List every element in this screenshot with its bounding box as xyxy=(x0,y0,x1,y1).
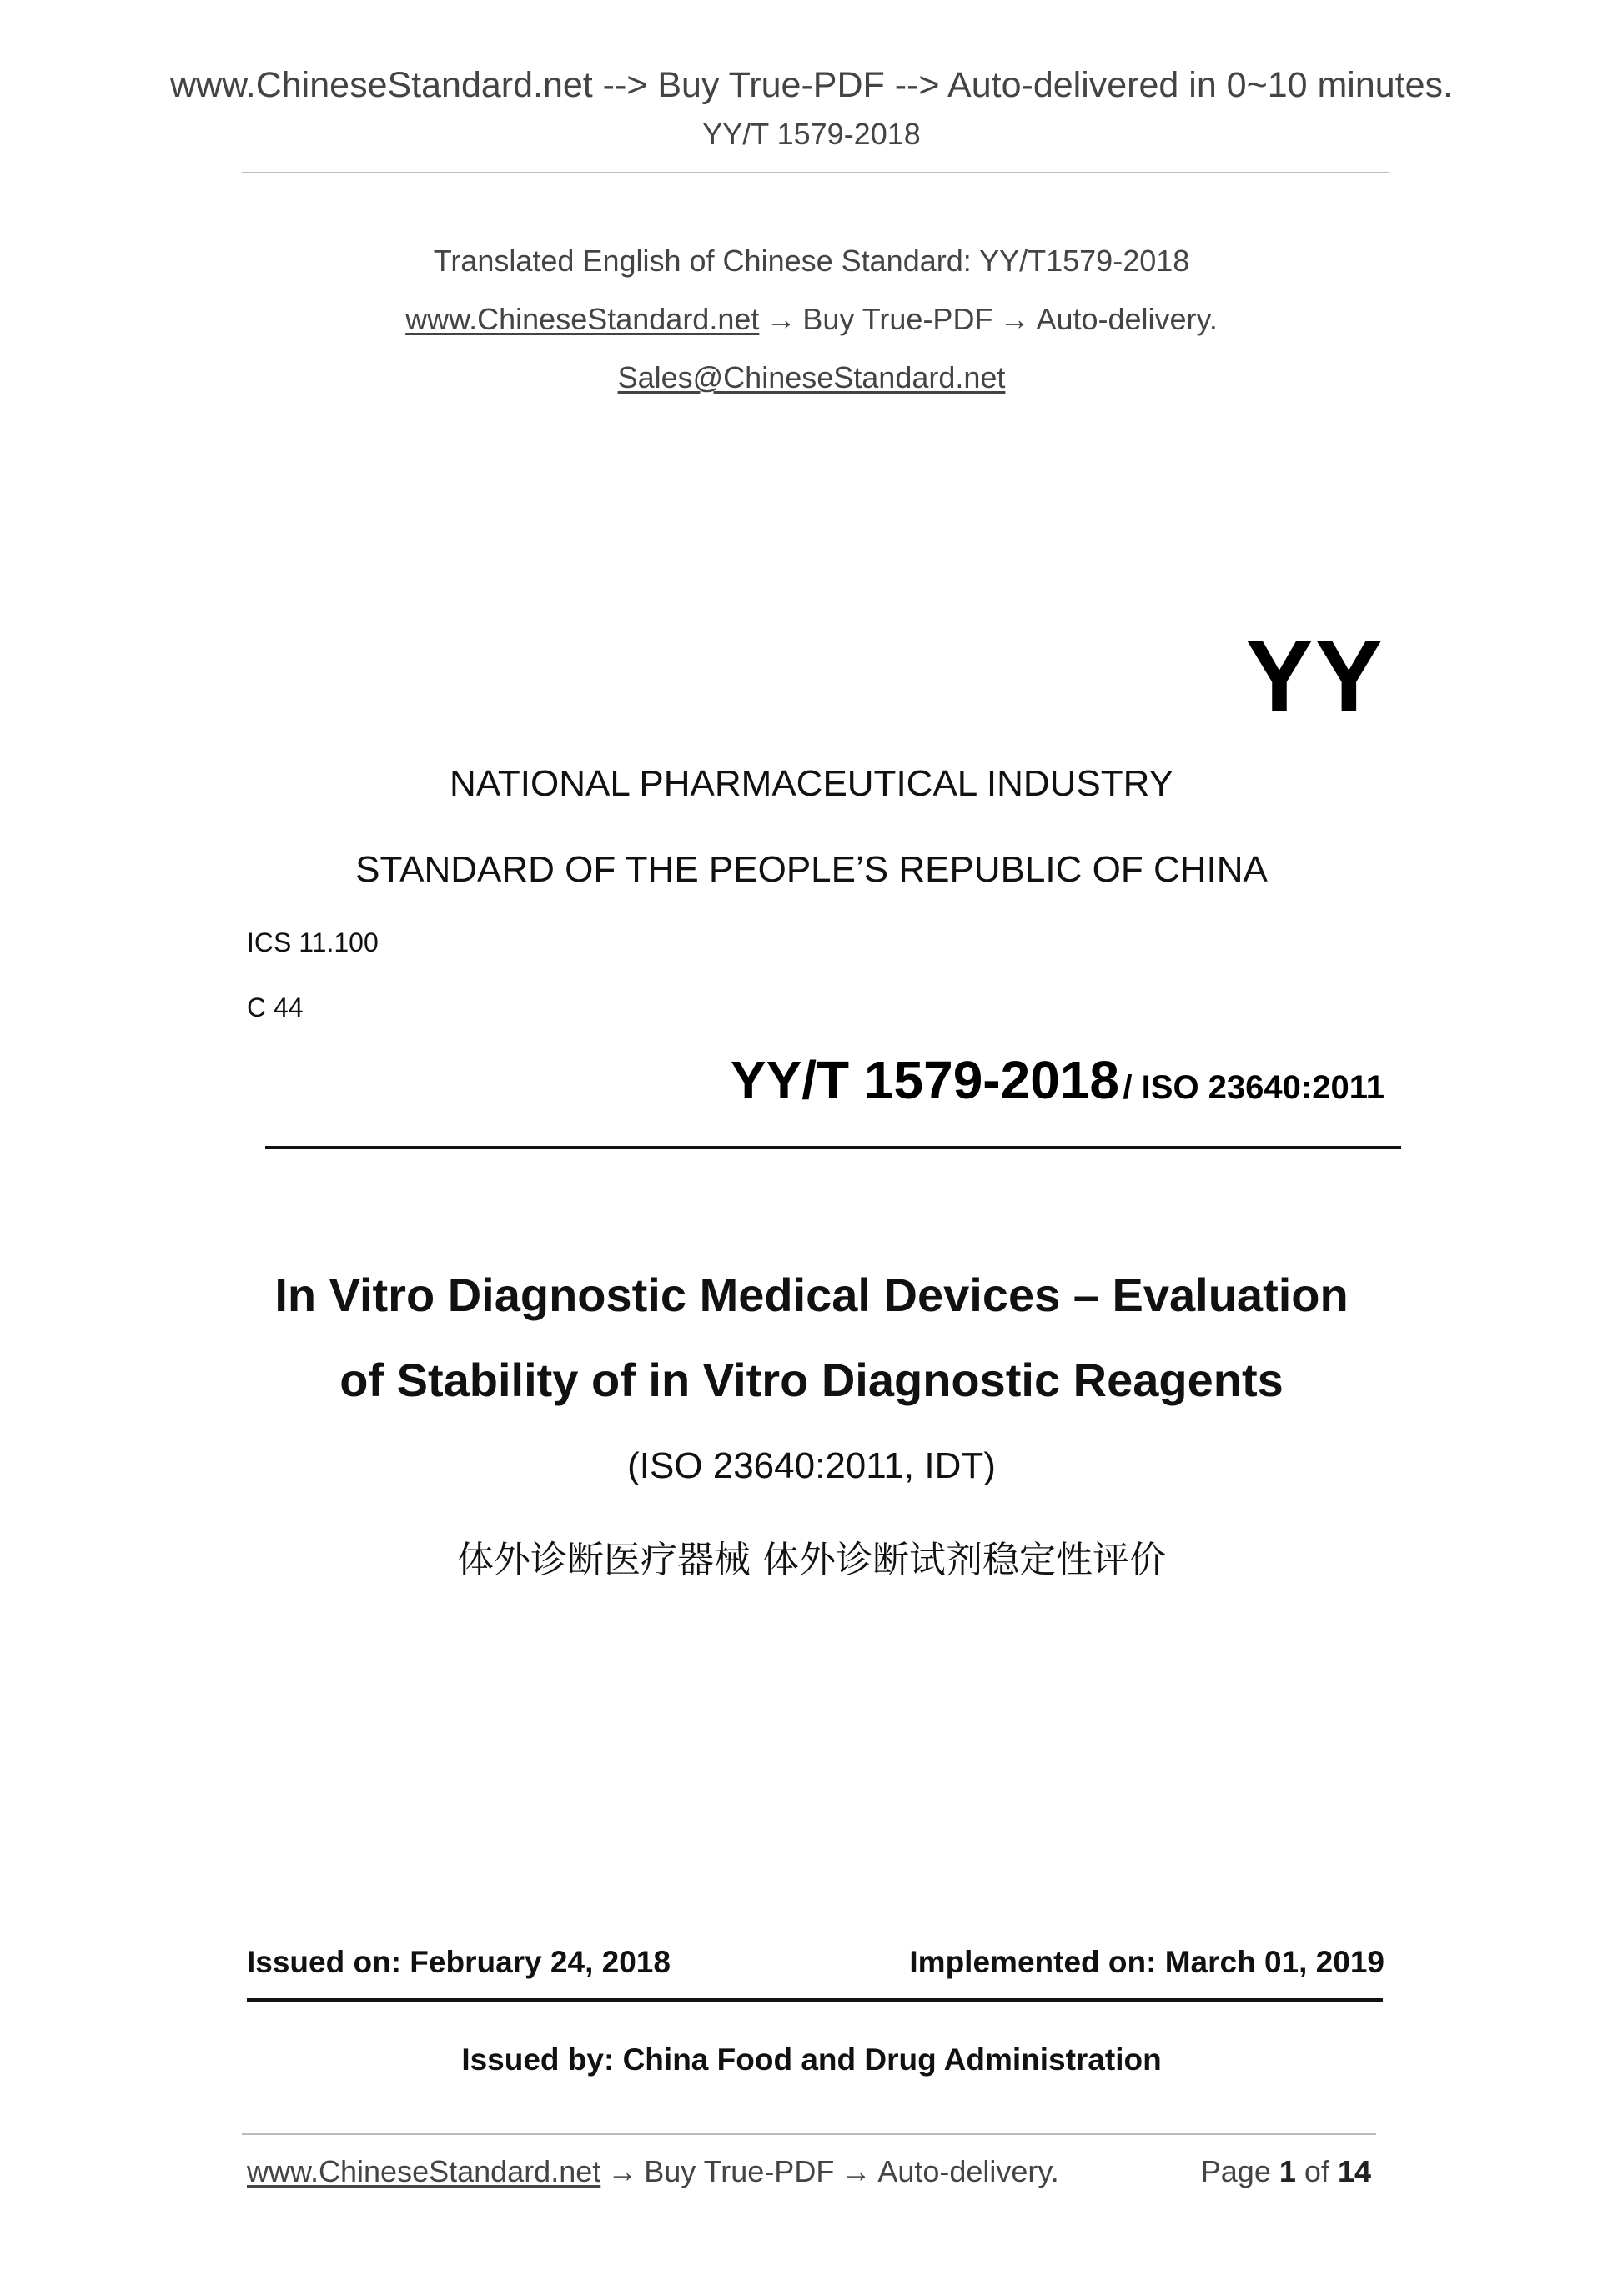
footer-buy-text: Buy True-PDF xyxy=(644,2154,835,2188)
promo-line xyxy=(0,302,1623,337)
dates-rule xyxy=(247,1998,1383,2002)
page-label: Page xyxy=(1200,2154,1271,2188)
delivery-text: Auto-delivery. xyxy=(1036,302,1218,336)
top-banner: www.ChineseStandard.net --> Buy True-PDF --> Auto-delivered in 0~10 minutes. xyxy=(169,65,1453,105)
arrow-right-icon: → xyxy=(766,302,796,336)
chinese-title: 体外诊断医疗器械 体外诊断试剂稳定性评价 xyxy=(457,1539,1166,1581)
header-standard-code: YY/T 1579-2018 xyxy=(702,117,921,151)
site-link[interactable]: www.ChineseStandard.net xyxy=(405,302,760,336)
page-of-label: of xyxy=(1304,2154,1329,2188)
document-subtitle: (ISO 23640:2011, IDT) xyxy=(627,1445,996,1486)
standard-number: YY/T 1579-2018 xyxy=(730,1050,1119,1110)
issuing-body-line-2: STANDARD OF THE PEOPLE’S REPUBLIC OF CHINA xyxy=(355,849,1268,890)
footer-promo xyxy=(247,2154,1059,2189)
standard-number-block xyxy=(731,1049,1384,1111)
page-current: 1 xyxy=(1279,2154,1296,2188)
issuing-body-line-1: NATIONAL PHARMACEUTICAL INDUSTRY xyxy=(450,763,1173,804)
issued-date: Issued on: February 24, 2018 xyxy=(247,1945,671,1979)
sales-email-link[interactable]: Sales@ChineseStandard.net xyxy=(617,360,1006,394)
footer-divider xyxy=(242,2133,1376,2135)
ccs-code: C 44 xyxy=(247,992,304,1022)
arrow-right-icon: → xyxy=(841,2154,872,2188)
translated-notice: Translated English of Chinese Standard: YY/T1579-2018 xyxy=(433,244,1190,278)
standard-mark: YY xyxy=(1245,619,1384,732)
document-title-line-2: of Stability of in Vitro Diagnostic Reagents xyxy=(339,1354,1284,1406)
iso-equivalent: / ISO 23640:2011 xyxy=(1123,1069,1384,1106)
sales-email-line xyxy=(0,360,1623,395)
ics-code: ICS 11.100 xyxy=(247,927,379,957)
standard-number-rule xyxy=(265,1146,1401,1149)
footer-site-link[interactable]: www.ChineseStandard.net xyxy=(247,2154,601,2188)
arrow-right-icon: → xyxy=(999,302,1030,336)
page-indicator xyxy=(1201,2154,1371,2189)
implemented-date: Implemented on: March 01, 2019 xyxy=(909,1945,1384,1979)
header-divider xyxy=(242,172,1389,173)
footer-delivery-text: Auto-delivery. xyxy=(877,2154,1059,2188)
page-total: 14 xyxy=(1337,2154,1371,2188)
arrow-right-icon: → xyxy=(607,2154,638,2188)
buy-text: Buy True-PDF xyxy=(802,302,993,336)
document-title-line-1: In Vitro Diagnostic Medical Devices – Evaluation xyxy=(274,1269,1349,1321)
issuing-authority: Issued by: China Food and Drug Administration xyxy=(461,2042,1162,2077)
